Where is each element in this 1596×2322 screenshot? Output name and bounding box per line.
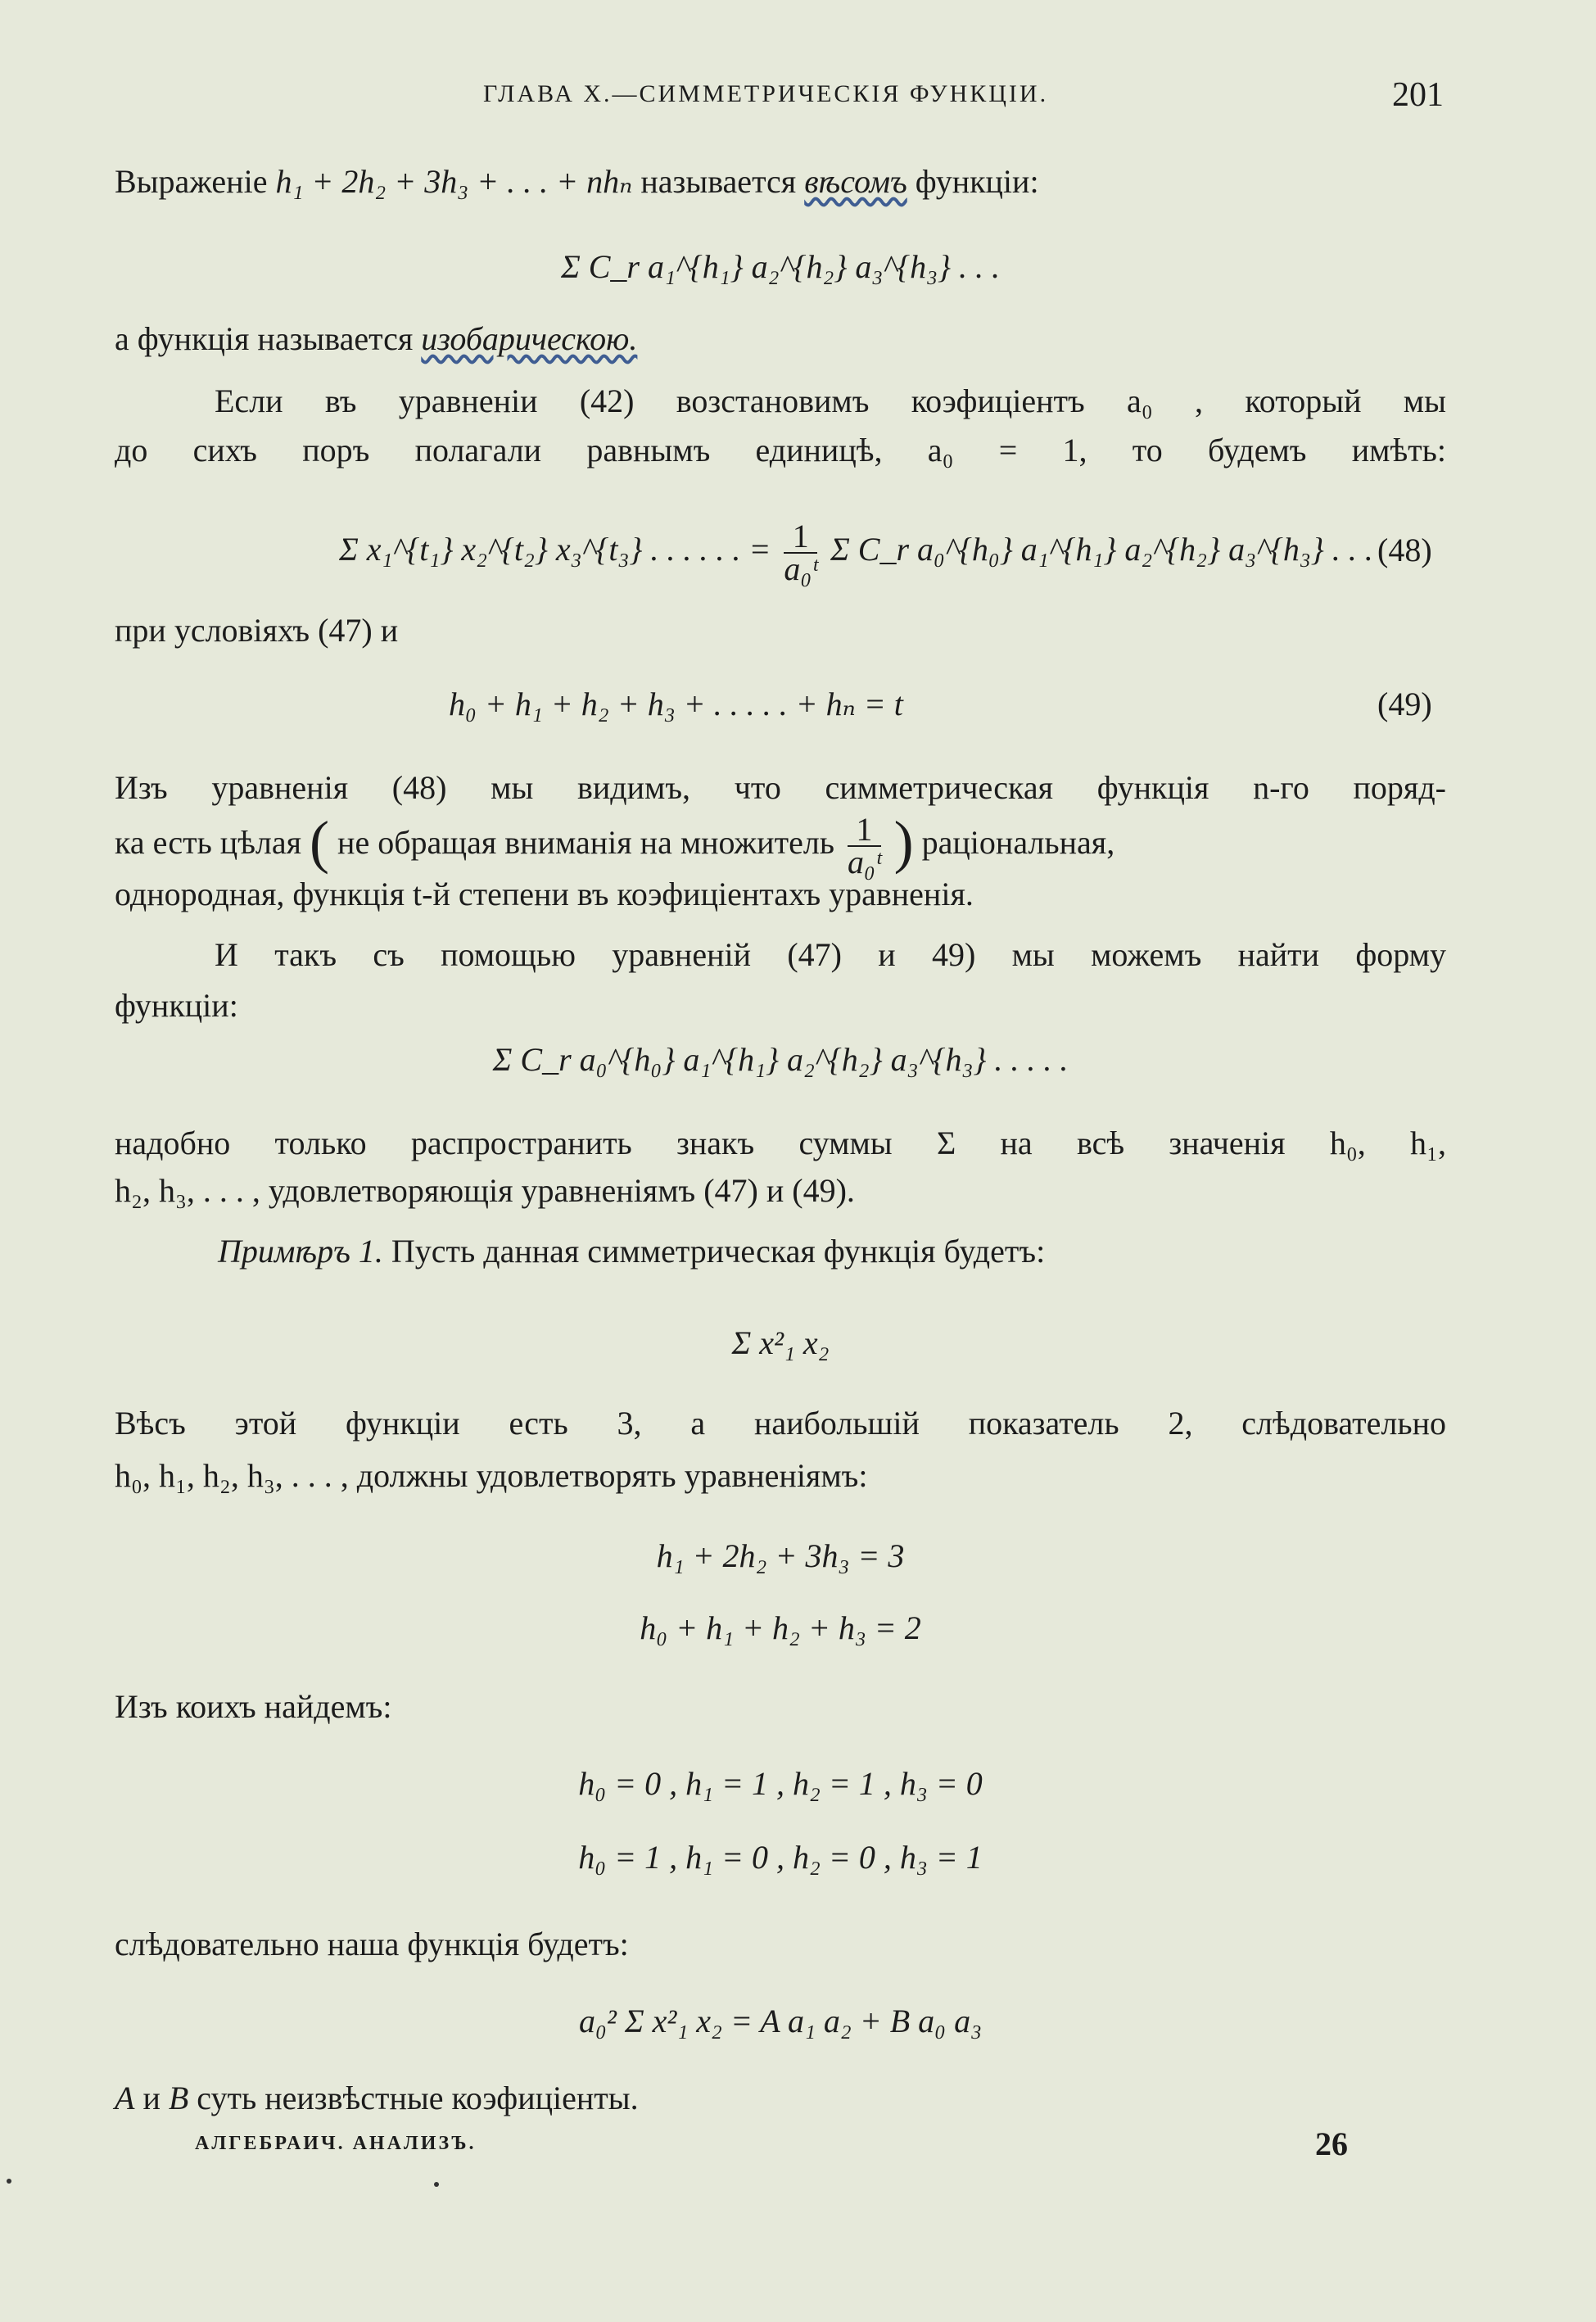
term-isobaric: изобарическою. [421, 320, 638, 357]
line-15: надобно только распространить знакъ суммы Σ на всѣ значенія h₀, h₁, [115, 1125, 1446, 1161]
fraction-denominator: a₀ᵗ [784, 550, 818, 587]
equation-48 [339, 518, 1373, 587]
coef-B: B [168, 2080, 189, 2116]
line-5: до сихъ поръ полагали равнымъ единицѣ, a₀ = 1, то будемъ имѣть: [115, 432, 1446, 468]
equation-number-48: (48) [1377, 532, 1432, 568]
fraction-1-over-a0t [784, 518, 818, 587]
fraction-denominator: a₀ᵗ [848, 844, 881, 880]
signature-mark: 26 [1315, 2125, 1348, 2162]
line-28 [115, 2079, 639, 2118]
formula-sum-weights: Σ C_r a₁^{h₁} a₂^{h₂} a₃^{h₃} . . . [560, 248, 1001, 285]
coef-A: A [115, 2080, 135, 2116]
open-paren: ( [310, 809, 330, 876]
close-paren: ) [893, 809, 914, 876]
text-segment: раціональная, [921, 824, 1115, 862]
formula-general-form: Σ C_r a₀^{h₀} a₁^{h₁} a₂^{h₂} a₃^{h₃} . . . . . [492, 1041, 1069, 1078]
formula-example: Σ x²₁ x₂ [731, 1324, 830, 1361]
eq48-right: Σ C_r a₀^{h₀} a₁^{h₁} a₂^{h₂} a₃^{h₃} . . . [830, 531, 1373, 568]
line-9: Изъ уравненія (48) мы видимъ, что симметрическая функція n-го поряд- [115, 769, 1446, 806]
text-segment: Выраженіе [115, 163, 268, 200]
line-20: h₀, h₁, h₂, h₃, . . . , должны удовлетворять уравненіямъ: [115, 1457, 868, 1494]
equation-number-49: (49) [1377, 686, 1432, 722]
ink-speck [7, 2179, 11, 2184]
line-17 [218, 1232, 1045, 1271]
solution-2: h₀ = 1 , h₁ = 0 , h₂ = 0 , h₃ = 1 [578, 1839, 983, 1876]
fraction-numerator: 1 [848, 814, 881, 847]
text-segment: называется [640, 163, 797, 200]
fraction-multiplier [848, 811, 881, 880]
text-segment: Пусть данная симметрическая функція будетъ: [391, 1233, 1046, 1270]
fraction-numerator: 1 [784, 521, 817, 554]
line-3 [115, 319, 637, 359]
text-segment: а функція называется [115, 320, 414, 357]
weight-expression: h₁ + 2h₂ + 3h₃ + . . . + nhₙ [275, 163, 633, 200]
footer-book-title: АЛГЕБРАИЧ. АНАЛИЗЪ. [195, 2133, 477, 2154]
term-weight: вѣсомъ [804, 163, 907, 200]
line-16: h₂, h₃, . . . , удовлетворяющія уравненіямъ (47) и (49). [115, 1172, 855, 1209]
line-19: Вѣсъ этой функціи есть 3, а наибольшій показатель 2, слѣдовательно [115, 1405, 1446, 1442]
equation-result: a₀² Σ x²₁ x₂ = A a₁ a₂ + B a₀ a₃ [578, 2003, 982, 2039]
solution-1: h₀ = 0 , h₁ = 1 , h₂ = 1 , h₃ = 0 [578, 1765, 983, 1802]
text-segment: не обращая вниманія на множитель [337, 824, 835, 862]
line-23: Изъ коихъ найдемъ: [115, 1688, 392, 1725]
equation-degree: h₀ + h₁ + h₂ + h₃ = 2 [640, 1609, 921, 1646]
page-number: 201 [1392, 76, 1444, 114]
line-10 [115, 809, 1446, 880]
line-7: при условіяхъ (47) и [115, 612, 399, 649]
text-segment: ка есть цѣлая [115, 824, 302, 862]
equation-weight: h₁ + 2h₂ + 3h₃ = 3 [656, 1537, 905, 1574]
running-header: ГЛАВА X.—СИММЕТРИЧЕСКІЯ ФУНКЦІИ. [483, 80, 1049, 107]
text-segment: и [142, 2080, 161, 2116]
line-13: функціи: [115, 987, 238, 1024]
text-segment: функціи: [915, 163, 1039, 200]
line-11: однородная, функція t-й степени въ коэфиціентахъ уравненія. [115, 876, 974, 912]
ink-speck [434, 2182, 439, 2187]
line-26: слѣдовательно наша функція будетъ: [115, 1926, 629, 1962]
example-label: Примѣръ 1. [218, 1233, 383, 1270]
eq48-left: Σ x₁^{t₁} x₂^{t₂} x₃^{t₃} . . . . . . = [339, 531, 771, 568]
line-1 [115, 162, 1039, 201]
text-segment: суть неизвѣстные коэфиціенты. [197, 2080, 639, 2116]
equation-49: h₀ + h₁ + h₂ + h₃ + . . . . . + hₙ = t [449, 686, 903, 722]
line-4: Если въ уравненіи (42) возстановимъ коэфиціентъ a₀ , который мы [215, 382, 1446, 419]
line-12: И такъ съ помощью уравненій (47) и 49) мы можемъ найти форму [215, 936, 1446, 973]
